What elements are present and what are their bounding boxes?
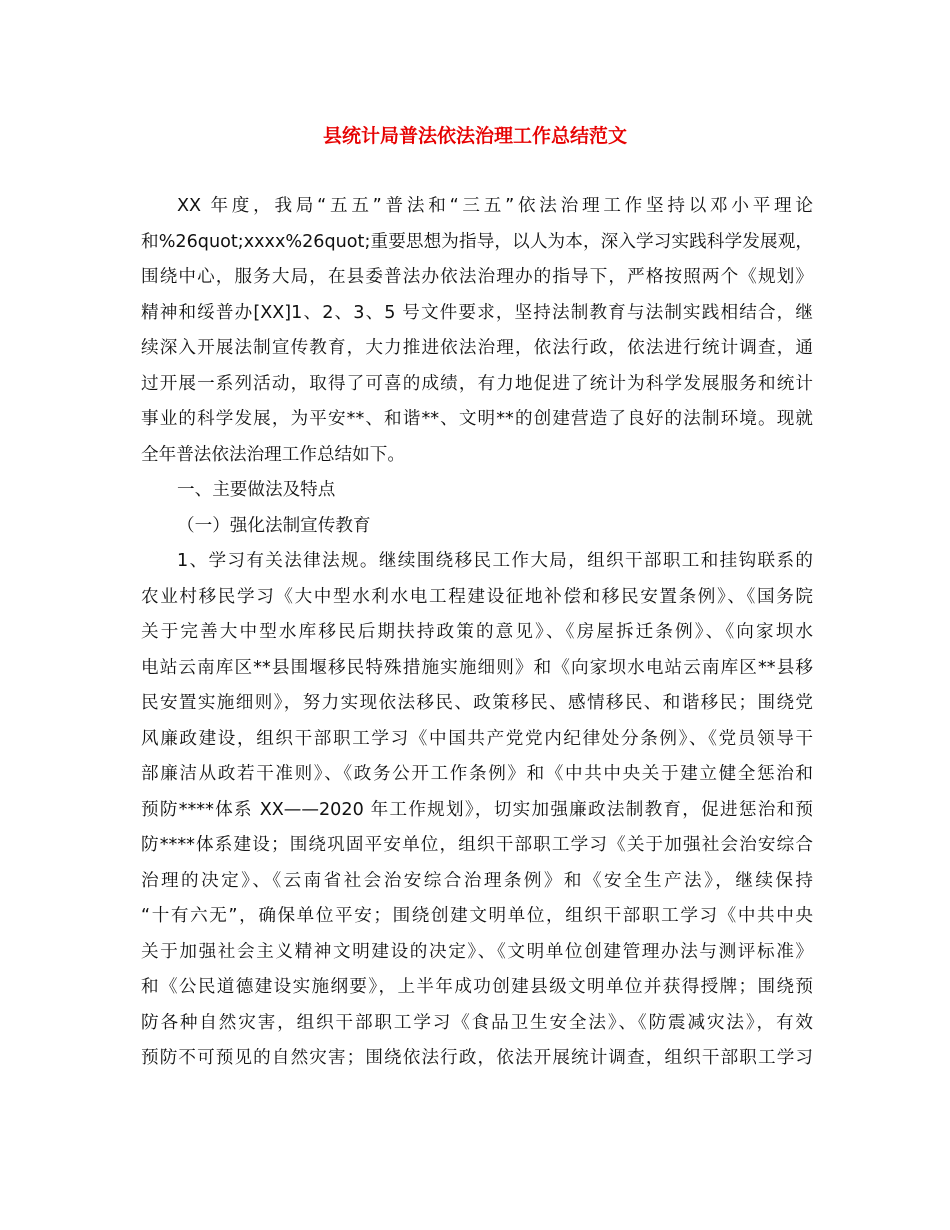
document-title: 县统计局普法依法治理工作总结范文 xyxy=(322,125,627,147)
subsection-heading: （一）强化法制宣传教育 xyxy=(177,516,371,536)
paragraph-line: 过开展一系列活动，取得了可喜的成绩，有力地促进了统计为科学发展服务和统计 xyxy=(141,374,813,394)
section-heading: 一、主要做法及特点 xyxy=(177,480,336,500)
paragraph-line: 事业的科学发展，为平安**、和谐**、文明**的创建营造了良好的法制环境。现就 xyxy=(141,409,813,429)
paragraph-line: 围绕中心，服务大局，在县委普法办依法治理办的指导下，严格按照两个《规划》 xyxy=(141,267,813,287)
paragraph-line: “十有六无”，确保单位平安；围绕创建文明单位，组织干部职工学习《中共中央 xyxy=(141,906,813,926)
paragraph-line: 电站云南库区**县围堰移民特殊措施实施细则》和《向家坝水电站云南库区**县移 xyxy=(141,658,813,678)
paragraph-line: 全年普法依法治理工作总结如下。 xyxy=(141,445,405,465)
paragraph-line: 关于完善大中型水库移民后期扶持政策的意见》、《房屋拆迁条例》、《向家坝水 xyxy=(141,622,813,642)
paragraph-line: 防各种自然灾害，组织干部职工学习《食品卫生安全法》、《防震减灾法》，有效 xyxy=(141,1013,813,1033)
paragraph-line: 预防****体系 XX——2020 年工作规划》，切实加强廉政法制教育，促进惩治和预 xyxy=(141,800,813,820)
paragraph-line: 民安置实施细则》，努力实现依法移民、政策移民、感情移民、和谐移民；围绕党 xyxy=(141,693,813,713)
paragraph-line: 和%26quot;xxxx%26quot;重要思想为指导，以人为本，深入学习实践科学发展观， xyxy=(141,232,813,252)
paragraph-line: 预防不可预见的自然灾害；围绕依法行政，依法开展统计调查，组织干部职工学习 xyxy=(141,1048,813,1068)
paragraph-line: XX 年度，我局“五五”普法和“三五”依法治理工作坚持以邓小平理论 xyxy=(177,196,813,216)
paragraph-line: 1、学习有关法律法规。继续围绕移民工作大局，组织干部职工和挂钩联系的 xyxy=(177,551,813,571)
paragraph-line: 续深入开展法制宣传教育，大力推进依法治理，依法行政，依法进行统计调查，通 xyxy=(141,338,813,358)
paragraph-line: 农业村移民学习《大中型水利水电工程建设征地补偿和移民安置条例》、《国务院 xyxy=(141,587,813,607)
paragraph-line: 和《公民道德建设实施纲要》，上半年成功创建县级文明单位并获得授牌；围绕预 xyxy=(141,977,813,997)
paragraph-line: 部廉洁从政若干准则》、《政务公开工作条例》和《中共中央关于建立健全惩治和 xyxy=(141,764,813,784)
paragraph-line: 精神和绥普办[XX]1、2、3、5 号文件要求，坚持法制教育与法制实践相结合，继 xyxy=(141,303,813,323)
paragraph-line: 治理的决定》、《云南省社会治安综合治理条例》和《安全生产法》，继续保持 xyxy=(141,871,813,891)
paragraph-line: 关于加强社会主义精神文明建设的决定》、《文明单位创建管理办法与测评标准》 xyxy=(141,942,813,962)
paragraph-line: 防****体系建设；围绕巩固平安单位，组织干部职工学习《关于加强社会治安综合 xyxy=(141,835,813,855)
paragraph-line: 风廉政建设，组织干部职工学习《中国共产党党内纪律处分条例》、《党员领导干 xyxy=(141,729,813,749)
